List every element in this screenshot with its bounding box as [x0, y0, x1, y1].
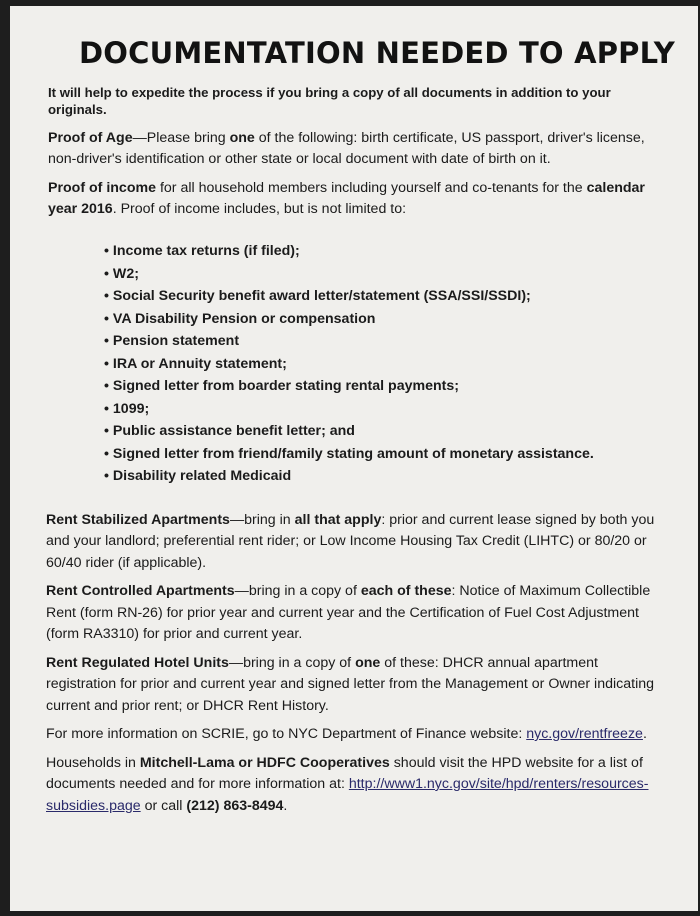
proof-of-income-label: Proof of income [48, 180, 156, 196]
intro-text: It will help to expedite the process if you bring a copy of all documents in addition to your originals. [48, 85, 611, 117]
rent-controlled-text2: : Notice of Maximum Collectible Rent (form RN-26) for prior year and current year and the Certification of Fuel Cost Adjustment (form RA3310) for prior and current year. [46, 583, 651, 642]
proof-of-age-emph: one [229, 130, 255, 146]
proof-of-income-paragraph [48, 178, 660, 220]
rent-stabilized-text1: —bring in [229, 511, 295, 528]
scrie-end: . [642, 726, 647, 742]
page-title: DOCUMENTATION NEEDED TO APPLY [79, 36, 675, 70]
document-page [10, 6, 698, 911]
rent-controlled-emph: each of these [360, 583, 452, 599]
list-item: • Signed letter from friend/family stating amount of monetary assistance. [104, 443, 678, 466]
list-item: • Signed letter from boarder stating rental payments; [104, 375, 678, 398]
list-item: • Pension statement [104, 330, 678, 353]
mitchell-end: . [283, 797, 288, 814]
lower-section [46, 510, 678, 818]
rent-controlled-paragraph [46, 581, 672, 646]
mitchell-text2: should visit the HPD website for a list of documents needed and for more information at: [46, 754, 643, 792]
rent-hotel-paragraph [46, 653, 672, 718]
rent-stabilized-emph: all that apply [294, 511, 382, 528]
mitchell-emph: Mitchell-Lama or HDFC Cooperatives [139, 754, 390, 771]
rent-stabilized-paragraph [46, 510, 672, 575]
hpd-phone: (212) 863-8494 [186, 797, 284, 814]
income-list [104, 240, 678, 488]
list-item: • VA Disability Pension or compensation [104, 308, 678, 331]
scrie-text: For more information on SCRIE, go to NYC Department of Finance website: [46, 726, 527, 742]
scrie-paragraph [46, 724, 672, 746]
rent-controlled-label: Rent Controlled Apartments [46, 583, 235, 599]
proof-of-age-paragraph [48, 128, 660, 170]
rent-hotel-emph: one [355, 654, 381, 671]
list-item: • Disability related Medicaid [104, 465, 678, 488]
mitchell-lama-paragraph [46, 753, 672, 818]
rent-hotel-text2: of these: DHCR annual apartment registration for prior and current year and signed letter from the Management or Owner indicating current and prior rent; or DHCR Rent History. [46, 654, 655, 714]
proof-of-age-text: of the following: birth certificate, US passport, driver's license, non-driver's identification or other state or local document with date of birth on it. [48, 130, 645, 167]
rentfreeze-link[interactable]: nyc.gov/rentfreeze [526, 726, 643, 742]
proof-of-age-label: Proof of Age [48, 130, 133, 146]
list-item: • IRA or Annuity statement; [104, 353, 678, 376]
mitchell-text1: Households in [46, 754, 140, 771]
hpd-link[interactable]: http://www1.nyc.gov/site/hpd/renters/resources-subsidies.page [46, 776, 649, 814]
proof-of-income-emph: calendar year 2016 [48, 180, 645, 217]
rent-hotel-text1: —bring in a copy of [228, 654, 356, 671]
list-item: • 1099; [104, 398, 678, 421]
proof-of-age-dash: —Please bring [132, 130, 230, 146]
rent-stabilized-label: Rent Stabilized Apartments [46, 511, 230, 528]
list-item: • Social Security benefit award letter/statement (SSA/SSI/SSDI); [104, 285, 678, 308]
proof-of-income-text2: . Proof of income includes, but is not limited to: [112, 201, 407, 217]
rent-hotel-label: Rent Regulated Hotel Units [46, 654, 229, 671]
rent-stabilized-text2: : prior and current lease signed by both you and your landlord; preferential rent rider; or Low Income Housing Tax Credit (LIHTC) or 80/20 or 60/40 rider (if applicable). [46, 511, 655, 571]
mitchell-text3: or call [140, 797, 187, 814]
proof-of-income-text1: for all household members including yourself and co-tenants for the [156, 180, 587, 196]
rent-controlled-text1: —bring in a copy of [234, 583, 361, 599]
list-item: • Income tax returns (if filed); [104, 240, 678, 263]
list-item: • Public assistance benefit letter; and [104, 420, 678, 443]
list-item: • W2; [104, 263, 678, 286]
